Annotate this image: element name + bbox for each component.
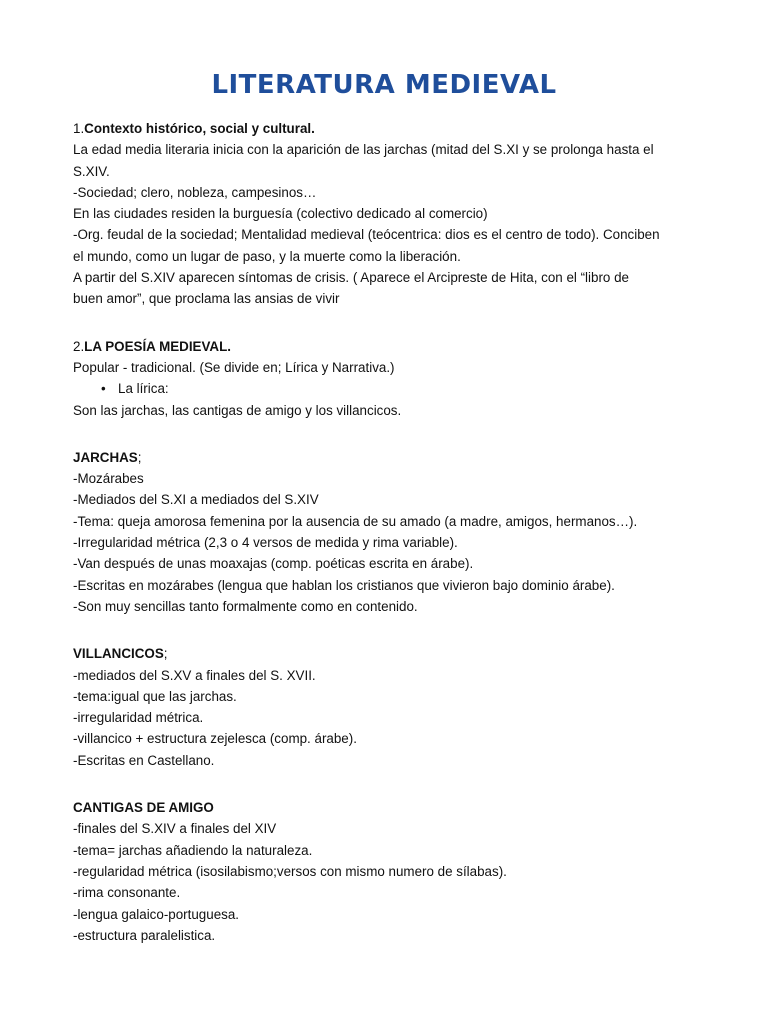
section-2-heading: [73, 336, 713, 357]
section-2-title: LA POESÍA MEDIEVAL.: [84, 338, 231, 354]
section-spacer: [73, 617, 713, 643]
villancicos-line: -tema:igual que las jarchas.: [73, 688, 237, 704]
section-1-number: 1.: [73, 121, 85, 136]
cantigas-line: -rima consonante.: [73, 885, 181, 901]
section-1-title: Contexto histórico, social y cultural.: [84, 121, 315, 136]
jarchas-suffix: ;: [137, 449, 142, 465]
section-2-intro: Popular - tradicional. (Se divide en; Lírica y Narrativa.): [73, 359, 395, 375]
bullet-text: La lírica:: [118, 381, 169, 397]
jarchas-title: JARCHAS: [73, 449, 138, 465]
bullet-item-lirica: [73, 378, 713, 399]
cantigas-line: -finales del S.XIV a finales del XIV: [73, 821, 277, 837]
jarchas-line: -Escritas en mozárabes (lengua que hablan los cristianos que vivieron bajo dominio árabe).: [73, 577, 615, 593]
villancicos-line: -Escritas en Castellano.: [73, 752, 215, 768]
section-1-line: -Org. feudal de la sociedad; Mentalidad medieval (teócentrica: dios es el centro de todo). Conciben: [73, 227, 660, 243]
jarchas-line: -Van después de unas moaxajas (comp. poéticas escrita en árabe).: [73, 556, 474, 572]
section-spacer: [73, 421, 713, 447]
cantigas-line: -tema= jarchas añadiendo la naturaleza.: [73, 842, 313, 858]
cantigas-line: -estructura paralelistica.: [73, 927, 216, 943]
section-2-after: Son las jarchas, las cantigas de amigo y los villancicos.: [73, 402, 402, 418]
section-1-line: S.XIV.: [73, 163, 110, 179]
document-body: [73, 118, 713, 946]
section-1-line: La edad media literaria inicia con la aparición de las jarchas (mitad del S.XI y se prolonga hasta el: [73, 142, 654, 158]
bullet-icon: •: [101, 381, 106, 397]
jarchas-line: -Son muy sencillas tanto formalmente como en contenido.: [73, 598, 418, 614]
page-title: LITERATURA MEDIEVAL: [211, 70, 557, 100]
jarchas-heading: [73, 447, 713, 468]
villancicos-title: VILLANCICOS: [73, 646, 164, 662]
cantigas-line: -regularidad métrica (isosilabismo;versos con mismo numero de sílabas).: [73, 863, 507, 879]
jarchas-line: -Mediados del S.XI a mediados del S.XIV: [73, 492, 319, 508]
section-spacer: [73, 771, 713, 797]
section-1-line: buen amor”, que proclama las ansias de vivir: [73, 291, 340, 307]
villancicos-line: -irregularidad métrica.: [73, 710, 204, 726]
cantigas-heading: CANTIGAS DE AMIGO: [73, 800, 214, 816]
jarchas-line: -Tema: queja amorosa femenina por la ausencia de su amado (a madre, amigos, hermanos…).: [73, 513, 638, 529]
section-1-line: A partir del S.XIV aparecen síntomas de crisis. ( Aparece el Arcipreste de Hita, con el “libro de: [73, 270, 629, 286]
section-1-line: el mundo, como un lugar de paso, y la muerte como la liberación.: [73, 248, 461, 264]
cantigas-line: -lengua galaico-portuguesa.: [73, 906, 240, 922]
villancicos-line: -mediados del S.XV a finales del S. XVII.: [73, 667, 316, 683]
section-spacer: [73, 310, 713, 336]
section-1-line: En las ciudades residen la burguesía (colectivo dedicado al comercio): [73, 206, 488, 222]
villancicos-heading: [73, 643, 713, 664]
section-1-heading: [73, 118, 713, 139]
jarchas-line: -Irregularidad métrica (2,3 o 4 versos de medida y rima variable).: [73, 535, 458, 551]
villancicos-suffix: ;: [163, 646, 168, 662]
section-1-line: -Sociedad; clero, nobleza, campesinos…: [73, 184, 317, 200]
jarchas-line: -Mozárabes: [73, 471, 144, 487]
villancicos-line: -villancico + estructura zejelesca (comp. árabe).: [73, 731, 357, 747]
section-2-number: 2.: [73, 338, 85, 354]
